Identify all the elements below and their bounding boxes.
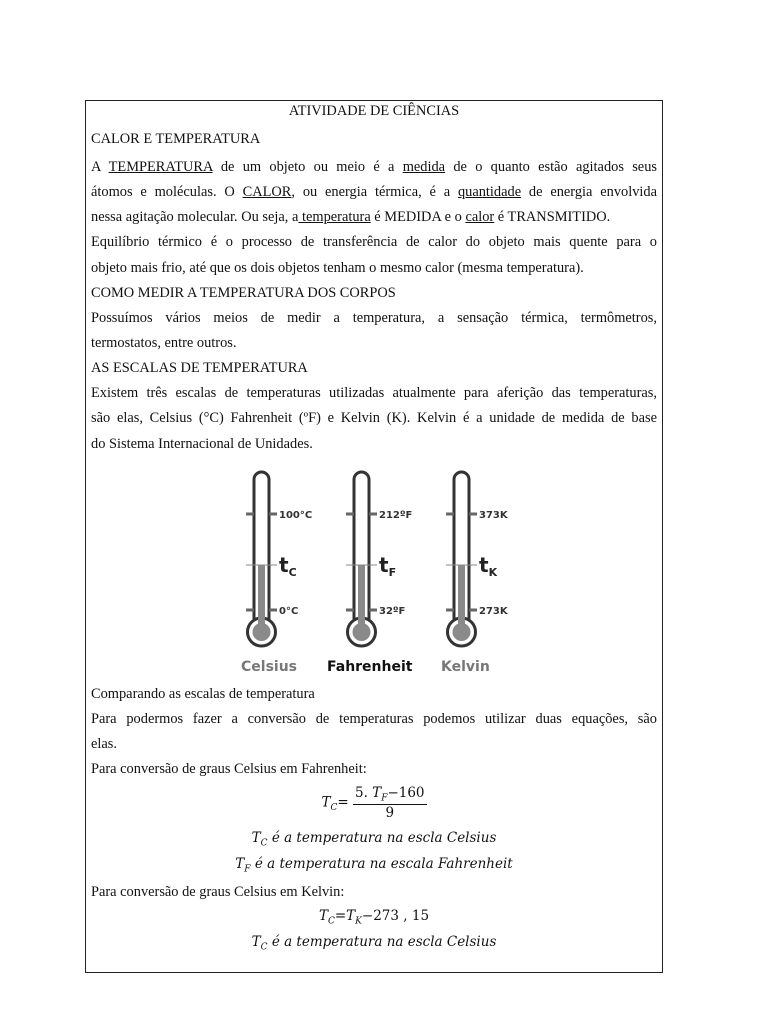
kelvin-var-label: $t_K$ [479,553,498,579]
paragraph-7: Para conversão de graus Celsius em Kelvin: [91,884,345,900]
paragraph-4-line-2: são elas, Celsius (°C) Fahrenheit (ºF) e Kelvin (K). Kelvin é a unidade de medida de base [91,410,657,426]
kelvin-bottom-label: 273K [479,606,508,617]
fahrenheit-bottom-label: 32ºF [379,606,406,617]
kelvin-name: Kelvin [441,659,490,675]
fahrenheit-name: Fahrenheit [327,659,413,675]
paragraph-3-line-1: Possuímos vários meios de medir a temperatura, a sensação térmica, termômetros, [91,310,657,326]
kelvin-top-label: 373K [479,510,508,521]
thermometers-figure [235,465,508,680]
celsius-top-label: 100°C [279,510,313,521]
definition-tf-fahrenheit: $T_F$ é a temperatura na escala Fahrenheit [235,856,513,875]
paragraph-5-line-1: Para podermos fazer a conversão de temperaturas podemos utilizar duas equações, são [91,711,657,727]
equation-celsius-fahrenheit: $T_C=$ $\frac{5. T_F-160}{9}$ [321,785,425,821]
equation-celsius-kelvin: $T_C=T_K-273$ , 15 [318,908,430,927]
equation-fraction: $\frac{5. T_F-160}{9}$ [354,785,425,821]
paragraph-3-line-2: termostatos, entre outros. [91,335,237,351]
paragraph-1-line-3: nessa agitação molecular. Ou seja, a temperatura é MEDIDA e o calor é TRANSMITIDO. [91,209,611,225]
heading-calor-temperatura: CALOR E TEMPERATURA [91,131,261,147]
heading-como-medir: COMO MEDIR A TEMPERATURA DOS CORPOS [91,285,396,301]
thermometer-celsius [241,472,312,675]
definition-tc-celsius: $T_C$ é a temperatura na escla Celsius [251,830,497,849]
celsius-bottom-label: 0°C [279,606,299,617]
definition-tc-celsius-2: $T_C$ é a temperatura na escla Celsius [251,934,497,953]
paragraph-2-line-1: Equilíbrio térmico é o processo de transferência de calor do objeto mais quente para o [91,234,657,250]
page-title: ATIVIDADE DE CIÊNCIAS [288,103,460,119]
fahrenheit-top-label: 212ºF [379,510,413,521]
paragraph-4-line-3: do Sistema Internacional de Unidades. [91,436,313,452]
heading-escalas: AS ESCALAS DE TEMPERATURA [91,360,308,376]
paragraph-6: Para conversão de graus Celsius em Fahrenheit: [91,761,367,777]
paragraph-2-line-2: objeto mais frio, até que os dois objetos tenham o mesmo calor (mesma temperatura). [91,260,584,276]
paragraph-1-line-1: A TEMPERATURA de um objeto ou meio é a medida de o quanto estão agitados seus [91,159,657,175]
celsius-name: Celsius [241,659,297,675]
thermometer-fahrenheit [327,472,413,675]
paragraph-5-line-2: elas. [91,736,117,752]
heading-comparando: Comparando as escalas de temperatura [91,686,315,702]
fahrenheit-var-label: $t_F$ [379,553,397,579]
celsius-var-label: $t_C$ [279,553,297,579]
paragraph-1-line-2: átomos e moléculas. O CALOR, ou energia térmica, é a quantidade de energia envolvida [91,184,657,200]
paragraph-4-line-1: Existem três escalas de temperaturas utilizadas atualmente para aferição das temperaturas, [91,385,657,401]
